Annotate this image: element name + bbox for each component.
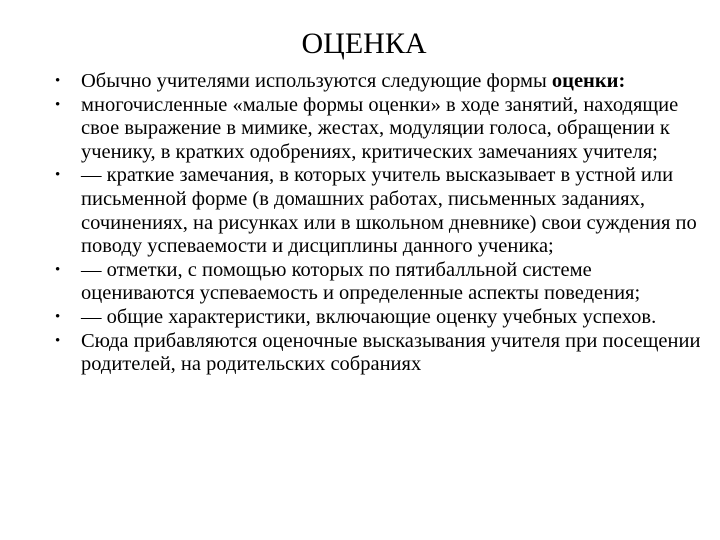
bullet-icon: • (55, 73, 61, 89)
bullet-text: Обычно учителями используются следующие формы (81, 70, 552, 92)
bullet-icon: • (55, 261, 61, 278)
bullet-item-marks (51, 259, 701, 306)
bullet-item-parents (51, 330, 701, 377)
bullet-icon: • (55, 167, 61, 184)
bullet-item-forms (51, 70, 701, 94)
bullet-text: — краткие замечания, в которых учитель высказывает в устной или письменной форме (в домашних работах, письменных заданиях, сочинениях, на рисунках или в школьном дневнике) свои суждения по поводу успеваемости и дисциплины данного ученика; (81, 164, 697, 258)
bullet-item-characteristics (51, 306, 701, 330)
bullet-item-small-forms (51, 94, 701, 165)
slide-title: ОЦЕНКА (301, 27, 427, 60)
bullet-icon: • (55, 96, 61, 113)
bullet-text-bold: оценки: (551, 70, 626, 92)
bullet-icon: • (55, 308, 61, 325)
bullet-list (51, 70, 701, 377)
bullet-text: Сюда прибавляются оценочные высказывания учителя при посещении родителей, на родительских собраниях (81, 329, 701, 376)
bullet-text: многочисленные «малые формы оценки» в ходе занятий, находящие свое выражение в мимике, жестах, модуляции голоса, обращении к ученику, в кратких одобрениях, критических замечаниях учителя; (81, 93, 679, 163)
bullet-item-remarks (51, 164, 701, 258)
bullet-text: — отметки, с помощью которых по пятибалльной системе оцениваются успеваемость и определенные аспекты поведения; (81, 258, 641, 305)
bullet-text: — общие характеристики, включающие оценку учебных успехов. (81, 305, 657, 328)
bullet-icon: • (55, 332, 61, 349)
